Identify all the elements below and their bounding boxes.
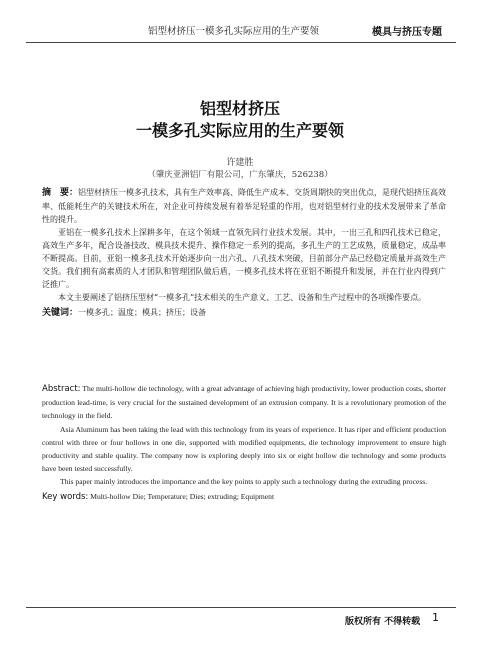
- footer-divider: [26, 607, 456, 608]
- keywords-en-text: Multi-hollow Die; Temperature; Dies; extruding; Equipment: [90, 492, 275, 501]
- page-number: 1: [432, 611, 439, 624]
- abstract-cn-label: 摘 要：: [42, 188, 79, 198]
- abstract-cn-text-1: 铝型材挤压一模多孔技术，具有生产效率高、降低生产成本、交货周期快的突出优点，是现代铝挤压高效率、低能耗生产的关键技术所在，对企业可持续发展有着举足轻重的作用，也对铝型材行业的技术发展带来了革命性的提升。: [42, 188, 447, 224]
- author-affiliation: （肇庆亚洲铝厂有限公司，广东肇庆，526238）: [147, 170, 333, 180]
- header-divider: [26, 42, 456, 43]
- keywords-en: [42, 492, 446, 502]
- article-title-line1: 铝型材挤压: [199, 99, 280, 118]
- keywords-en-label: Key words:: [42, 492, 89, 502]
- abstract-en-para-1: [42, 382, 446, 423]
- keywords-cn-text: 一模多孔；温度；模具；挤压；设备: [78, 308, 207, 317]
- page-header: [0, 0, 480, 38]
- abstract-en-text-1: The multi-hollow die technology, with a great advantage of achieving high productivity, lower production costs, shorter production lead-time, is very crucial for the sustained development of an extrusion company. It is a revolutionary promotion of the technology in the field.: [42, 384, 446, 421]
- article-title-line2: 一模多孔实际应用的生产要领: [135, 121, 344, 140]
- abstract-en-label: Abstract:: [42, 384, 81, 394]
- abstract-cn-para-2: 亚铝在一模多孔技术上深耕多年，在这个领域一直领先同行业技术发展。其中，一出三孔和四孔技术已稳定，高效生产多年，配合设备技改、模具技术提升、操作稳定一系列的提高，多孔生产的工艺成熟，质量稳定，成品率不断提高。目前，亚铝一模多孔技术开始逐步向一出六孔、八孔技术突破，目前部分产品已经稳定质量并高效生产交货。我们拥有高素质的人才团队和管理团队做后盾，一模多孔技术将在亚铝不断提升和发展，并在行业内得到广泛推广。: [42, 228, 446, 289]
- keywords-cn-label: 关键词：: [42, 308, 79, 318]
- chinese-abstract: [42, 186, 446, 320]
- abstract-en-para-3: This paper mainly introduces the importance and the key points to apply such a technology during the extruding process.: [60, 477, 428, 487]
- abstract-cn-para-3: 本文主要阐述了铝挤压型材“一模多孔”技术相关的生产意义、工艺、设备和生产过程中的各项操作要点。: [58, 293, 427, 302]
- keywords-cn: [42, 306, 446, 320]
- running-title: 铝型材挤压一模多孔实际应用的生产要领: [148, 26, 320, 37]
- author-name: 许建胜: [226, 158, 254, 168]
- english-abstract: [42, 382, 446, 489]
- section-label: 模具与挤压专题: [372, 27, 442, 38]
- abstract-en-para-2: Asia Aluminum has been taking the lead with this technology from its years of experience. It has riper and efficient production control with three or four hollows in one die, supported with modified equipments, die technology improvement to ensure high productivity and stable quality. The company now is exploring deeply into six or eight hollow die technology and some products have been tested successfully.: [42, 424, 446, 474]
- copyright-notice: 版权所有 不得转载: [345, 617, 421, 627]
- abstract-cn-para-1: [42, 186, 446, 226]
